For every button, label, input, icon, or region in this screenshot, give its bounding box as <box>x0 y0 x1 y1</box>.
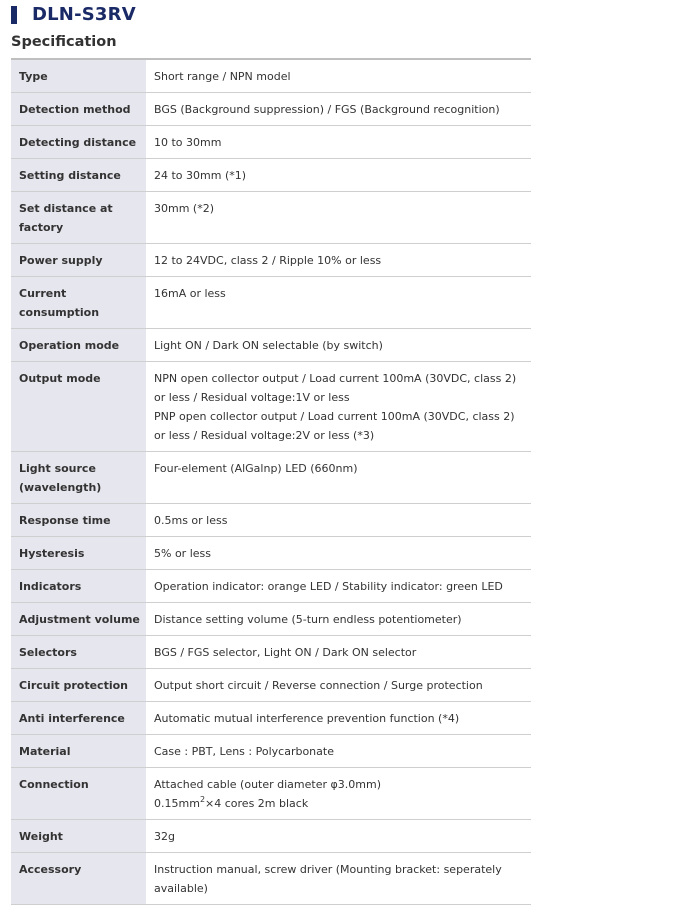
spec-label: Set distance at factory <box>11 192 146 244</box>
spec-label: Indicators <box>11 570 146 603</box>
spec-row-detecting-distance <box>11 126 531 159</box>
spec-label: Light source (wavelength) <box>11 452 146 504</box>
spec-value: Instruction manual, screw driver (Mounting bracket: seperately available) <box>146 853 531 905</box>
spec-value <box>146 768 531 820</box>
title-accent-bar <box>11 6 17 24</box>
spec-row-setting-distance <box>11 159 531 192</box>
spec-row-circuit-protection <box>11 669 531 702</box>
spec-label: Anti interference <box>11 702 146 735</box>
spec-label: Response time <box>11 504 146 537</box>
connection-cores-detail: ×4 cores 2m black <box>205 797 309 810</box>
spec-label: Power supply <box>11 244 146 277</box>
connection-cable: Attached cable (outer diameter φ3.0mm) <box>154 778 381 791</box>
spec-label: Type <box>11 59 146 93</box>
spec-label: Detecting distance <box>11 126 146 159</box>
spec-value: 30mm (*2) <box>146 192 531 244</box>
spec-row-current-consumption <box>11 277 531 329</box>
spec-value: 5% or less <box>146 537 531 570</box>
spec-value: BGS / FGS selector, Light ON / Dark ON selector <box>146 636 531 669</box>
specification-heading: Specification <box>11 34 117 50</box>
spec-label: Operation mode <box>11 329 146 362</box>
spec-row-output-mode <box>11 362 531 452</box>
spec-value: Short range / NPN model <box>146 59 531 93</box>
spec-value: 10 to 30mm <box>146 126 531 159</box>
spec-value: 32g <box>146 820 531 853</box>
product-model-title: DLN-S3RV <box>32 4 136 25</box>
spec-row-light-source <box>11 452 531 504</box>
spec-value: Light ON / Dark ON selectable (by switch) <box>146 329 531 362</box>
spec-row-set-distance-at-factory <box>11 192 531 244</box>
squared-exponent: 2 <box>199 795 206 804</box>
spec-label: Adjustment volume <box>11 603 146 636</box>
spec-label: Setting distance <box>11 159 146 192</box>
spec-row-operation-mode <box>11 329 531 362</box>
spec-value: 0.5ms or less <box>146 504 531 537</box>
spec-row-type <box>11 59 531 93</box>
spec-row-weight <box>11 820 531 853</box>
spec-row-response-time <box>11 504 531 537</box>
spec-row-anti-interference <box>11 702 531 735</box>
product-title-block <box>11 5 136 25</box>
spec-value: Automatic mutual interference prevention function (*4) <box>146 702 531 735</box>
spec-value: Distance setting volume (5-turn endless potentiometer) <box>146 603 531 636</box>
spec-row-adjustment-volume <box>11 603 531 636</box>
connection-cross-section: 0.15mm <box>154 797 200 810</box>
spec-label: Detection method <box>11 93 146 126</box>
specification-table <box>11 58 531 905</box>
spec-row-hysteresis <box>11 537 531 570</box>
spec-value: Case : PBT, Lens : Polycarbonate <box>146 735 531 768</box>
output-mode-npn: NPN open collector output / Load current 100mA (30VDC, class 2) or less / Residual voltage:1V or less <box>154 372 517 404</box>
spec-value: Operation indicator: orange LED / Stability indicator: green LED <box>146 570 531 603</box>
spec-value: Four-element (AlGalnp) LED (660nm) <box>146 452 531 504</box>
spec-label: Output mode <box>11 362 146 452</box>
spec-label: Material <box>11 735 146 768</box>
spec-label: Hysteresis <box>11 537 146 570</box>
spec-value: 24 to 30mm (*1) <box>146 159 531 192</box>
spec-label: Weight <box>11 820 146 853</box>
spec-row-connection <box>11 768 531 820</box>
spec-value: 12 to 24VDC, class 2 / Ripple 10% or less <box>146 244 531 277</box>
spec-value: Output short circuit / Reverse connection / Surge protection <box>146 669 531 702</box>
spec-row-power-supply <box>11 244 531 277</box>
spec-row-indicators <box>11 570 531 603</box>
spec-value <box>146 362 531 452</box>
spec-label: Connection <box>11 768 146 820</box>
output-mode-pnp: PNP open collector output / Load current 100mA (30VDC, class 2) or less / Residual voltage:2V or less (*3) <box>154 410 515 442</box>
spec-value: BGS (Background suppression) / FGS (Background recognition) <box>146 93 531 126</box>
spec-row-selectors <box>11 636 531 669</box>
spec-row-material <box>11 735 531 768</box>
spec-value: 16mA or less <box>146 277 531 329</box>
spec-row-detection-method <box>11 93 531 126</box>
spec-label: Current consumption <box>11 277 146 329</box>
spec-row-accessory <box>11 853 531 905</box>
spec-label: Circuit protection <box>11 669 146 702</box>
spec-label: Accessory <box>11 853 146 905</box>
connection-cores <box>154 794 521 813</box>
spec-label: Selectors <box>11 636 146 669</box>
